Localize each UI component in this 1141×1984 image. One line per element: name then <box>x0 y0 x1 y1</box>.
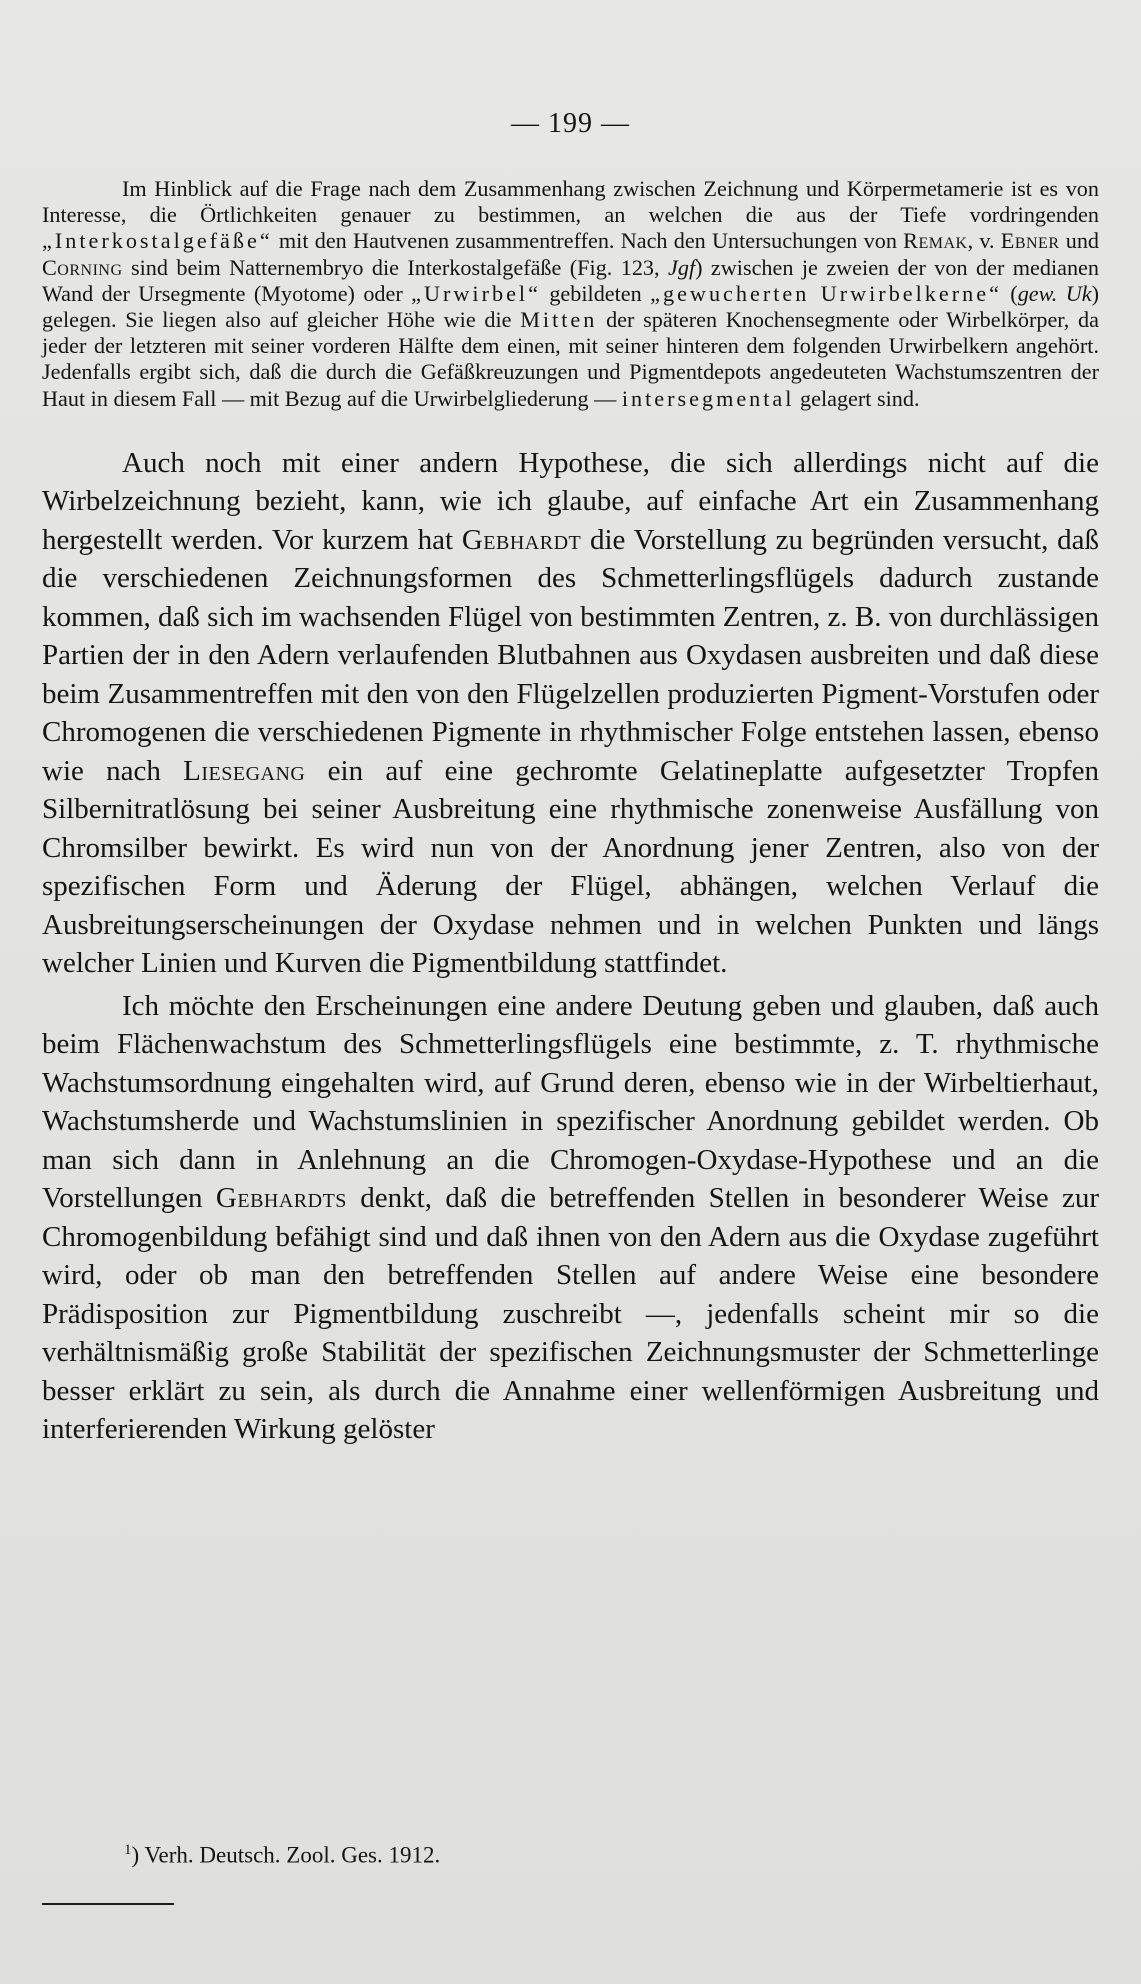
small-print-paragraph: Im Hinblick auf die Frage nach dem Zusammenhang zwischen Zeichnung und Körpermetamerie ist es von Interesse, die Örtlichkeiten genauer zu bestimmen, an welchen die aus der Tiefe vordringenden „Interkostalgefäße“ mit den Hautvenen zusammentreffen. Nach den Untersuchungen von Remak, v. Ebner und Corning sind beim Natternembryo die Interkostalgefäße (Fig. 123, Jgf) zwischen je zweien der von der medianen Wand der Ursegmente (Myotome) oder „Urwirbel“ gebildeten „gewucherten Urwirbelkerne“ (gew. Uk) gelegen. Sie liegen also auf gleicher Höhe wie die Mitten der späteren Knochensegmente oder Wirbelkörper, da jeder der letzteren mit seiner vorderen Hälfte dem einen, mit seiner hinteren dem folgenden Urwirbelkern angehört. Jedenfalls ergibt sich, daß die durch die Gefäßkreuzungen und Pigmentdepots angedeuteten Wachstumszentren der Haut in diesem Fall — mit Bezug auf die Urwirbelgliederung — intersegmental gelagert sind. <box>42 176 1100 411</box>
author-name: Corning <box>42 254 123 280</box>
body-paragraph-1: Auch noch mit einer andern Hypothese, die sich allerdings nicht auf die Wirbelzeichnung bezieht, kann, wie ich glaube, auf einfache Art ein Zusammenhang hergestellt werden. Vor kurzem hat Gebhardt die Vorstellung zu begründen versucht, daß die verschiedenen Zeichnungsformen des Schmetterlingsflügels dadurch zustande kommen, daß sich im wachsenden Flügel von bestimmten Zentren, z. B. von durchlässigen Partien der in den Adern verlaufenden Blutbahnen aus Oxydasen ausbreiten und daß diese beim Zusammentreffen mit den von den Flügelzellen produzierten Pigment-Vorstufen oder Chromogenen die verschiedenen Pigmente in rhythmischer Folge entstehen lassen, ebenso wie nach Liesegang ein auf eine gechromte Gelatineplatte aufgesetzter Tropfen Silbernitratlösung bei seiner Ausbreitung eine rhythmische zonenweise Ausfällung von Chromsilber bewirkt. Es wird nun von der Anordnung jener Zentren, also von der spezifischen Form und Äderung der Flügel, abhängen, welchen Verlauf die Ausbreitungserscheinungen der Oxydase nehmen und in welchen Punkten und längs welcher Linien und Kurven die Pigmentbildung stattfindet. <box>42 446 1100 980</box>
spaced-term: Mitten <box>520 307 598 333</box>
spaced-term: „Urwirbel“ <box>411 280 541 306</box>
figure-label: gew. Uk <box>1017 280 1092 306</box>
author-name: Gebhardt <box>461 523 582 556</box>
author-name: Remak <box>903 228 968 254</box>
spaced-term: intersegmental <box>621 385 795 411</box>
body-paragraph-2: Ich möchte den Erscheinungen eine andere Deutung geben und glauben, daß auch beim Flächenwachstum des Schmetterlingsflügels eine bestimmte, z. T. rhythmische Wachstumsordnung eingehalten wird, auf Grund deren, ebenso wie in der Wirbeltierhaut, Wachstumsherde und Wachstumslinien in spezifischer Anordnung gebildet werden. Ob man sich dann in Anlehnung an die Chromogen-Oxydase-Hypothese und an die Vorstellungen Gebhardts denkt, daß die betreffenden Stellen in besonderer Weise zur Chromogenbildung befähigt sind und daß ihnen von den Adern aus die Oxydase zugeführt wird, oder ob man den betreffenden Stellen auf andere Weise eine besondere Prädisposition zur Pigmentbildung zuschreibt —, jedenfalls scheint mir so die verhältnismäßig große Stabilität der spezifischen Zeichnungsmuster der Schmetterlinge besser erklärt zu sein, als durch die Annahme einer wellenförmigen Ausbreitung und interferierenden Wirkung gelöster <box>42 989 1099 1446</box>
figure-label: Jgf <box>668 254 696 280</box>
footnote <box>124 1842 440 1869</box>
footnote-text: ) Verh. Deutsch. Zool. Ges. 1912. <box>131 1842 441 1868</box>
author-name: Ebner <box>1000 228 1060 254</box>
spaced-term: „Interkostalgefäße“ <box>42 228 273 254</box>
author-name: Liesegang <box>183 754 306 787</box>
spaced-term: „gewucherten Urwirbelkerne“ <box>650 280 1002 306</box>
author-name: Gebhardts <box>215 1182 347 1215</box>
footnote-divider <box>42 1903 174 1905</box>
footnote-marker: 1 <box>124 1842 132 1858</box>
page-number: — 199 — <box>511 108 630 139</box>
